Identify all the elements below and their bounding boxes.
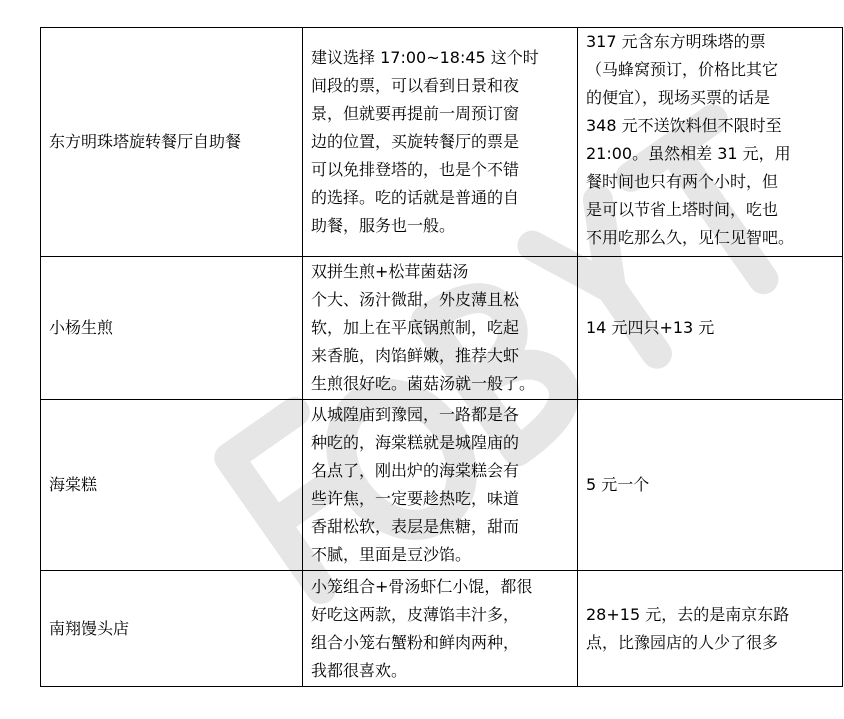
description-line: 从城隍庙到豫园，一路都是各: [311, 405, 520, 424]
description-line: 景，但就要再提前一周预订窗: [311, 104, 520, 123]
description-line: 香甜松软，表层是焦糖，甜而: [311, 517, 520, 536]
price-line: 是可以节省上塔时间，吃也: [586, 200, 779, 219]
price-cell: [578, 257, 843, 400]
price-line: 餐时间也只有两个小时，但: [586, 172, 779, 191]
description-line: 种吃的，海棠糕就是城隍庙的: [311, 433, 520, 452]
description-line: 间段的票，可以看到日景和夜: [311, 76, 520, 95]
description-line: 组合小笼右蟹粉和鲜肉两种，: [311, 632, 520, 652]
description-line: 双拼生煎+松茸菌菇汤: [311, 262, 469, 281]
price-cell: [578, 400, 843, 571]
price-cell: [578, 28, 843, 257]
description-cell: [303, 571, 578, 687]
price-line: 317 元含东方明珠塔的票: [586, 32, 766, 51]
price-line: 5 元一个: [586, 475, 650, 494]
description-line: 可以免排登塔的，也是个不错: [311, 160, 520, 179]
price-line: 的便宜），现场买票的话是: [586, 88, 771, 107]
restaurant-name: 南翔馒头店: [49, 618, 130, 638]
table-row: [41, 257, 843, 400]
restaurant-name: 海棠糕: [49, 475, 98, 494]
restaurant-name: 小杨生煎: [49, 318, 114, 337]
price-line: 28+15 元，去的是南京东路: [586, 604, 790, 624]
description-line: 生煎很好吃。菌菇汤就一般了。: [311, 374, 536, 393]
price-line: 21:00。虽然相差 31 元，用: [586, 144, 791, 163]
description-cell: [303, 28, 578, 257]
price-line: 不用吃那么久，见仁见智吧。: [586, 228, 795, 247]
description-line: 个大、汤汁微甜，外皮薄且松: [311, 290, 520, 309]
price-line: （马蜂窝预订，价格比其它: [586, 60, 779, 79]
price-cell: [578, 571, 843, 687]
description-line: 助餐，服务也一般。: [311, 216, 456, 235]
description-line: 的选择。吃的话就是普通的自: [311, 188, 520, 207]
restaurant-name-cell: [41, 400, 303, 571]
description-cell: [303, 400, 578, 571]
description-line: 软，加上在平底锅煎制，吃起: [311, 318, 520, 337]
table-row: [41, 28, 843, 257]
restaurant-name-cell: [41, 28, 303, 257]
description-line: 建议选择 17:00~18:45 这个时: [311, 48, 539, 67]
restaurant-name-cell: [41, 571, 303, 687]
description-line: 边的位置，买旋转餐厅的票是: [311, 132, 520, 151]
description-line: 好吃这两款，皮薄馅丰汁多，: [311, 604, 520, 624]
price-line: 点，比豫园店的人少了很多: [586, 632, 779, 652]
food-table: [40, 27, 843, 687]
price-line: 348 元不送饮料但不限时至: [586, 116, 782, 135]
price-line: 14 元四只+13 元: [586, 318, 715, 337]
description-cell: [303, 257, 578, 400]
description-line: 来香脆，肉馅鲜嫩，推荐大虾: [311, 346, 520, 365]
restaurant-name: 东方明珠塔旋转餐厅自助餐: [49, 132, 242, 151]
table-row: [41, 571, 843, 687]
restaurant-name-cell: [41, 257, 303, 400]
description-line: 小笼组合+骨汤虾仁小馄，都很: [311, 576, 533, 596]
description-line: 些许焦，一定要趁热吃，味道: [311, 489, 520, 508]
description-line: 我都很喜欢。: [311, 660, 408, 680]
description-line: 名点了，刚出炉的海棠糕会有: [311, 461, 520, 480]
table-row: [41, 400, 843, 571]
description-line: 不腻，里面是豆沙馅。: [311, 545, 472, 564]
